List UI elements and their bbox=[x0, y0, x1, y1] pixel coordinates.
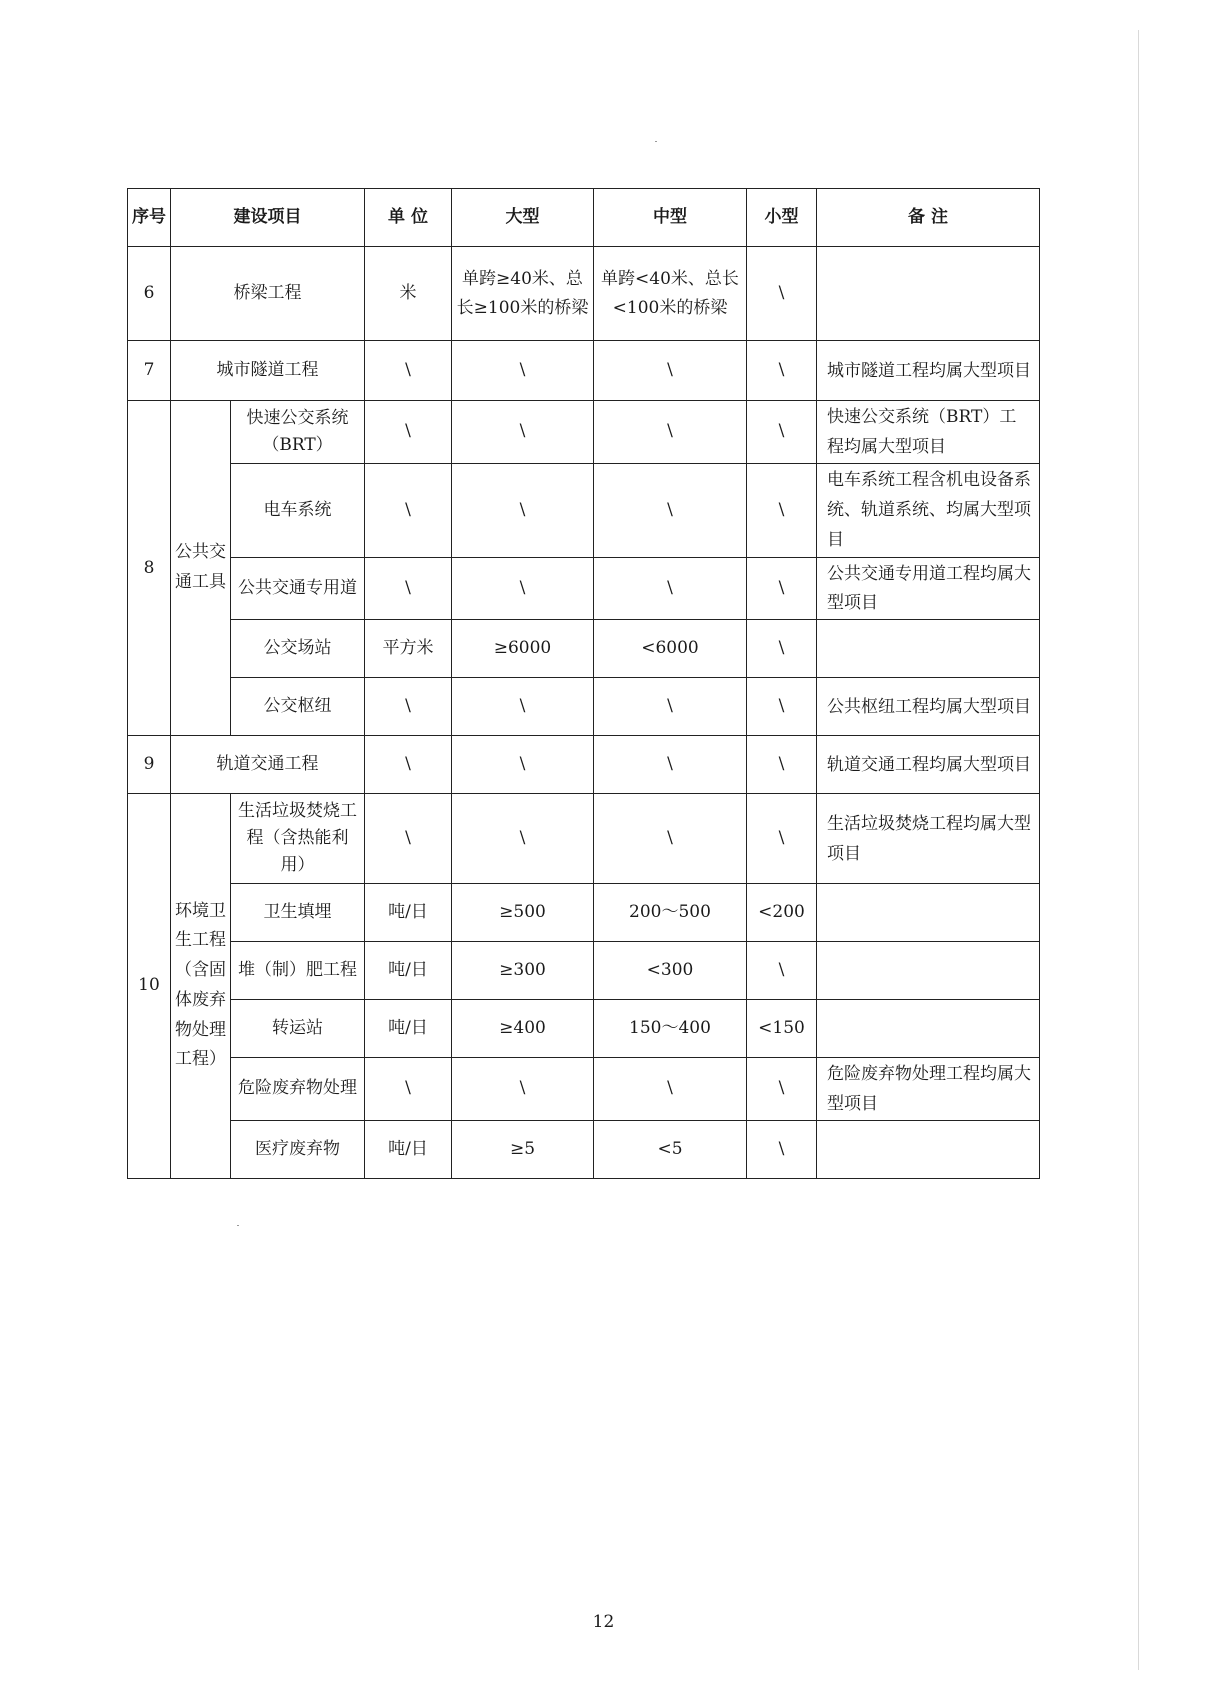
row-note bbox=[817, 620, 1040, 678]
table-row bbox=[128, 736, 1040, 794]
row-small: \ bbox=[747, 401, 817, 464]
row-project: 快速公交系统（BRT） bbox=[231, 401, 365, 464]
scan-speck bbox=[237, 1225, 239, 1226]
table-row bbox=[128, 247, 1040, 341]
row-unit: \ bbox=[365, 401, 452, 464]
row-note: 生活垃圾焚烧工程均属大型项目 bbox=[817, 794, 1040, 884]
row-medium: \ bbox=[594, 794, 747, 884]
row-project: 公交场站 bbox=[231, 620, 365, 678]
row-unit: 吨/日 bbox=[365, 1000, 452, 1058]
row-unit: \ bbox=[365, 341, 452, 401]
row-note bbox=[817, 1120, 1040, 1178]
row-medium: \ bbox=[594, 1058, 747, 1121]
row-small: \ bbox=[747, 1058, 817, 1121]
row-note: 危险废弃物处理工程均属大型项目 bbox=[817, 1058, 1040, 1121]
row-small: \ bbox=[747, 942, 817, 1000]
row-large: \ bbox=[452, 736, 594, 794]
row-unit: \ bbox=[365, 463, 452, 557]
row-medium: 单跨<40米、总长<100米的桥梁 bbox=[594, 247, 747, 341]
row-unit: 吨/日 bbox=[365, 1120, 452, 1178]
row-note: 公共交通专用道工程均属大型项目 bbox=[817, 557, 1040, 620]
row-medium: \ bbox=[594, 678, 747, 736]
row-unit: \ bbox=[365, 1058, 452, 1121]
row-small: \ bbox=[747, 1120, 817, 1178]
row-unit: \ bbox=[365, 557, 452, 620]
row-small: \ bbox=[747, 247, 817, 341]
header-unit: 单 位 bbox=[365, 189, 452, 247]
row-unit: \ bbox=[365, 678, 452, 736]
row-unit: 米 bbox=[365, 247, 452, 341]
row-small: \ bbox=[747, 794, 817, 884]
row-small: <150 bbox=[747, 1000, 817, 1058]
row-large: ≥5 bbox=[452, 1120, 594, 1178]
table-row bbox=[128, 557, 1040, 620]
row-large: 单跨≥40米、总长≥100米的桥梁 bbox=[452, 247, 594, 341]
header-large: 大型 bbox=[452, 189, 594, 247]
table-row bbox=[128, 942, 1040, 1000]
row-medium: 200～500 bbox=[594, 884, 747, 942]
row-seq: 6 bbox=[128, 247, 171, 341]
row-project: 公共交通专用道 bbox=[231, 557, 365, 620]
row-note: 快速公交系统（BRT）工程均属大型项目 bbox=[817, 401, 1040, 464]
table-row bbox=[128, 401, 1040, 464]
row-unit: \ bbox=[365, 794, 452, 884]
table-row bbox=[128, 1058, 1040, 1121]
row-medium: \ bbox=[594, 557, 747, 620]
row-small: <200 bbox=[747, 884, 817, 942]
table-row bbox=[128, 1000, 1040, 1058]
row-category: 公共交通工具 bbox=[171, 401, 231, 736]
row-project: 电车系统 bbox=[231, 463, 365, 557]
row-large: \ bbox=[452, 463, 594, 557]
row-note bbox=[817, 942, 1040, 1000]
row-project: 公交枢纽 bbox=[231, 678, 365, 736]
row-medium: \ bbox=[594, 736, 747, 794]
row-note bbox=[817, 884, 1040, 942]
row-large: \ bbox=[452, 1058, 594, 1121]
row-project: 危险废弃物处理 bbox=[231, 1058, 365, 1121]
row-large: ≥500 bbox=[452, 884, 594, 942]
row-seq: 8 bbox=[128, 401, 171, 736]
table-row bbox=[128, 1120, 1040, 1178]
header-row bbox=[128, 189, 1040, 247]
row-category: 环境卫生工程（含固体废弃物处理工程） bbox=[171, 794, 231, 1179]
row-medium: 150～400 bbox=[594, 1000, 747, 1058]
row-project: 医疗废弃物 bbox=[231, 1120, 365, 1178]
row-medium: <6000 bbox=[594, 620, 747, 678]
row-large: \ bbox=[452, 341, 594, 401]
row-large: \ bbox=[452, 678, 594, 736]
row-note: 轨道交通工程均属大型项目 bbox=[817, 736, 1040, 794]
table-row bbox=[128, 620, 1040, 678]
table-row bbox=[128, 463, 1040, 557]
row-seq: 10 bbox=[128, 794, 171, 1179]
header-project: 建设项目 bbox=[171, 189, 365, 247]
page-number: 12 bbox=[592, 1612, 615, 1632]
row-unit: 吨/日 bbox=[365, 884, 452, 942]
header-small: 小型 bbox=[747, 189, 817, 247]
row-small: \ bbox=[747, 620, 817, 678]
row-medium: \ bbox=[594, 401, 747, 464]
row-project: 桥梁工程 bbox=[171, 247, 365, 341]
row-project: 轨道交通工程 bbox=[171, 736, 365, 794]
row-small: \ bbox=[747, 736, 817, 794]
row-note: 城市隧道工程均属大型项目 bbox=[817, 341, 1040, 401]
row-seq: 7 bbox=[128, 341, 171, 401]
table-row bbox=[128, 794, 1040, 884]
row-large: ≥6000 bbox=[452, 620, 594, 678]
row-large: \ bbox=[452, 401, 594, 464]
row-project: 转运站 bbox=[231, 1000, 365, 1058]
row-unit: 吨/日 bbox=[365, 942, 452, 1000]
scan-speck bbox=[655, 141, 657, 142]
row-large: \ bbox=[452, 794, 594, 884]
row-small: \ bbox=[747, 463, 817, 557]
row-medium: \ bbox=[594, 341, 747, 401]
row-large: ≥300 bbox=[452, 942, 594, 1000]
row-note bbox=[817, 1000, 1040, 1058]
table-row bbox=[128, 884, 1040, 942]
row-small: \ bbox=[747, 557, 817, 620]
row-note bbox=[817, 247, 1040, 341]
row-note: 公共枢纽工程均属大型项目 bbox=[817, 678, 1040, 736]
row-project: 卫生填埋 bbox=[231, 884, 365, 942]
row-project: 生活垃圾焚烧工程（含热能利用） bbox=[231, 794, 365, 884]
row-medium: <5 bbox=[594, 1120, 747, 1178]
row-medium: <300 bbox=[594, 942, 747, 1000]
page-edge-line bbox=[1138, 30, 1139, 1670]
row-small: \ bbox=[747, 678, 817, 736]
row-note: 电车系统工程含机电设备系统、轨道系统、均属大型项目 bbox=[817, 463, 1040, 557]
row-project: 城市隧道工程 bbox=[171, 341, 365, 401]
table-row bbox=[128, 678, 1040, 736]
row-seq: 9 bbox=[128, 736, 171, 794]
row-project: 堆（制）肥工程 bbox=[231, 942, 365, 1000]
row-unit: 平方米 bbox=[365, 620, 452, 678]
header-note: 备 注 bbox=[817, 189, 1040, 247]
row-unit: \ bbox=[365, 736, 452, 794]
row-medium: \ bbox=[594, 463, 747, 557]
project-scale-table bbox=[127, 188, 1040, 1179]
header-medium: 中型 bbox=[594, 189, 747, 247]
header-seq: 序号 bbox=[128, 189, 171, 247]
table-row bbox=[128, 341, 1040, 401]
row-small: \ bbox=[747, 341, 817, 401]
row-large: \ bbox=[452, 557, 594, 620]
row-large: ≥400 bbox=[452, 1000, 594, 1058]
